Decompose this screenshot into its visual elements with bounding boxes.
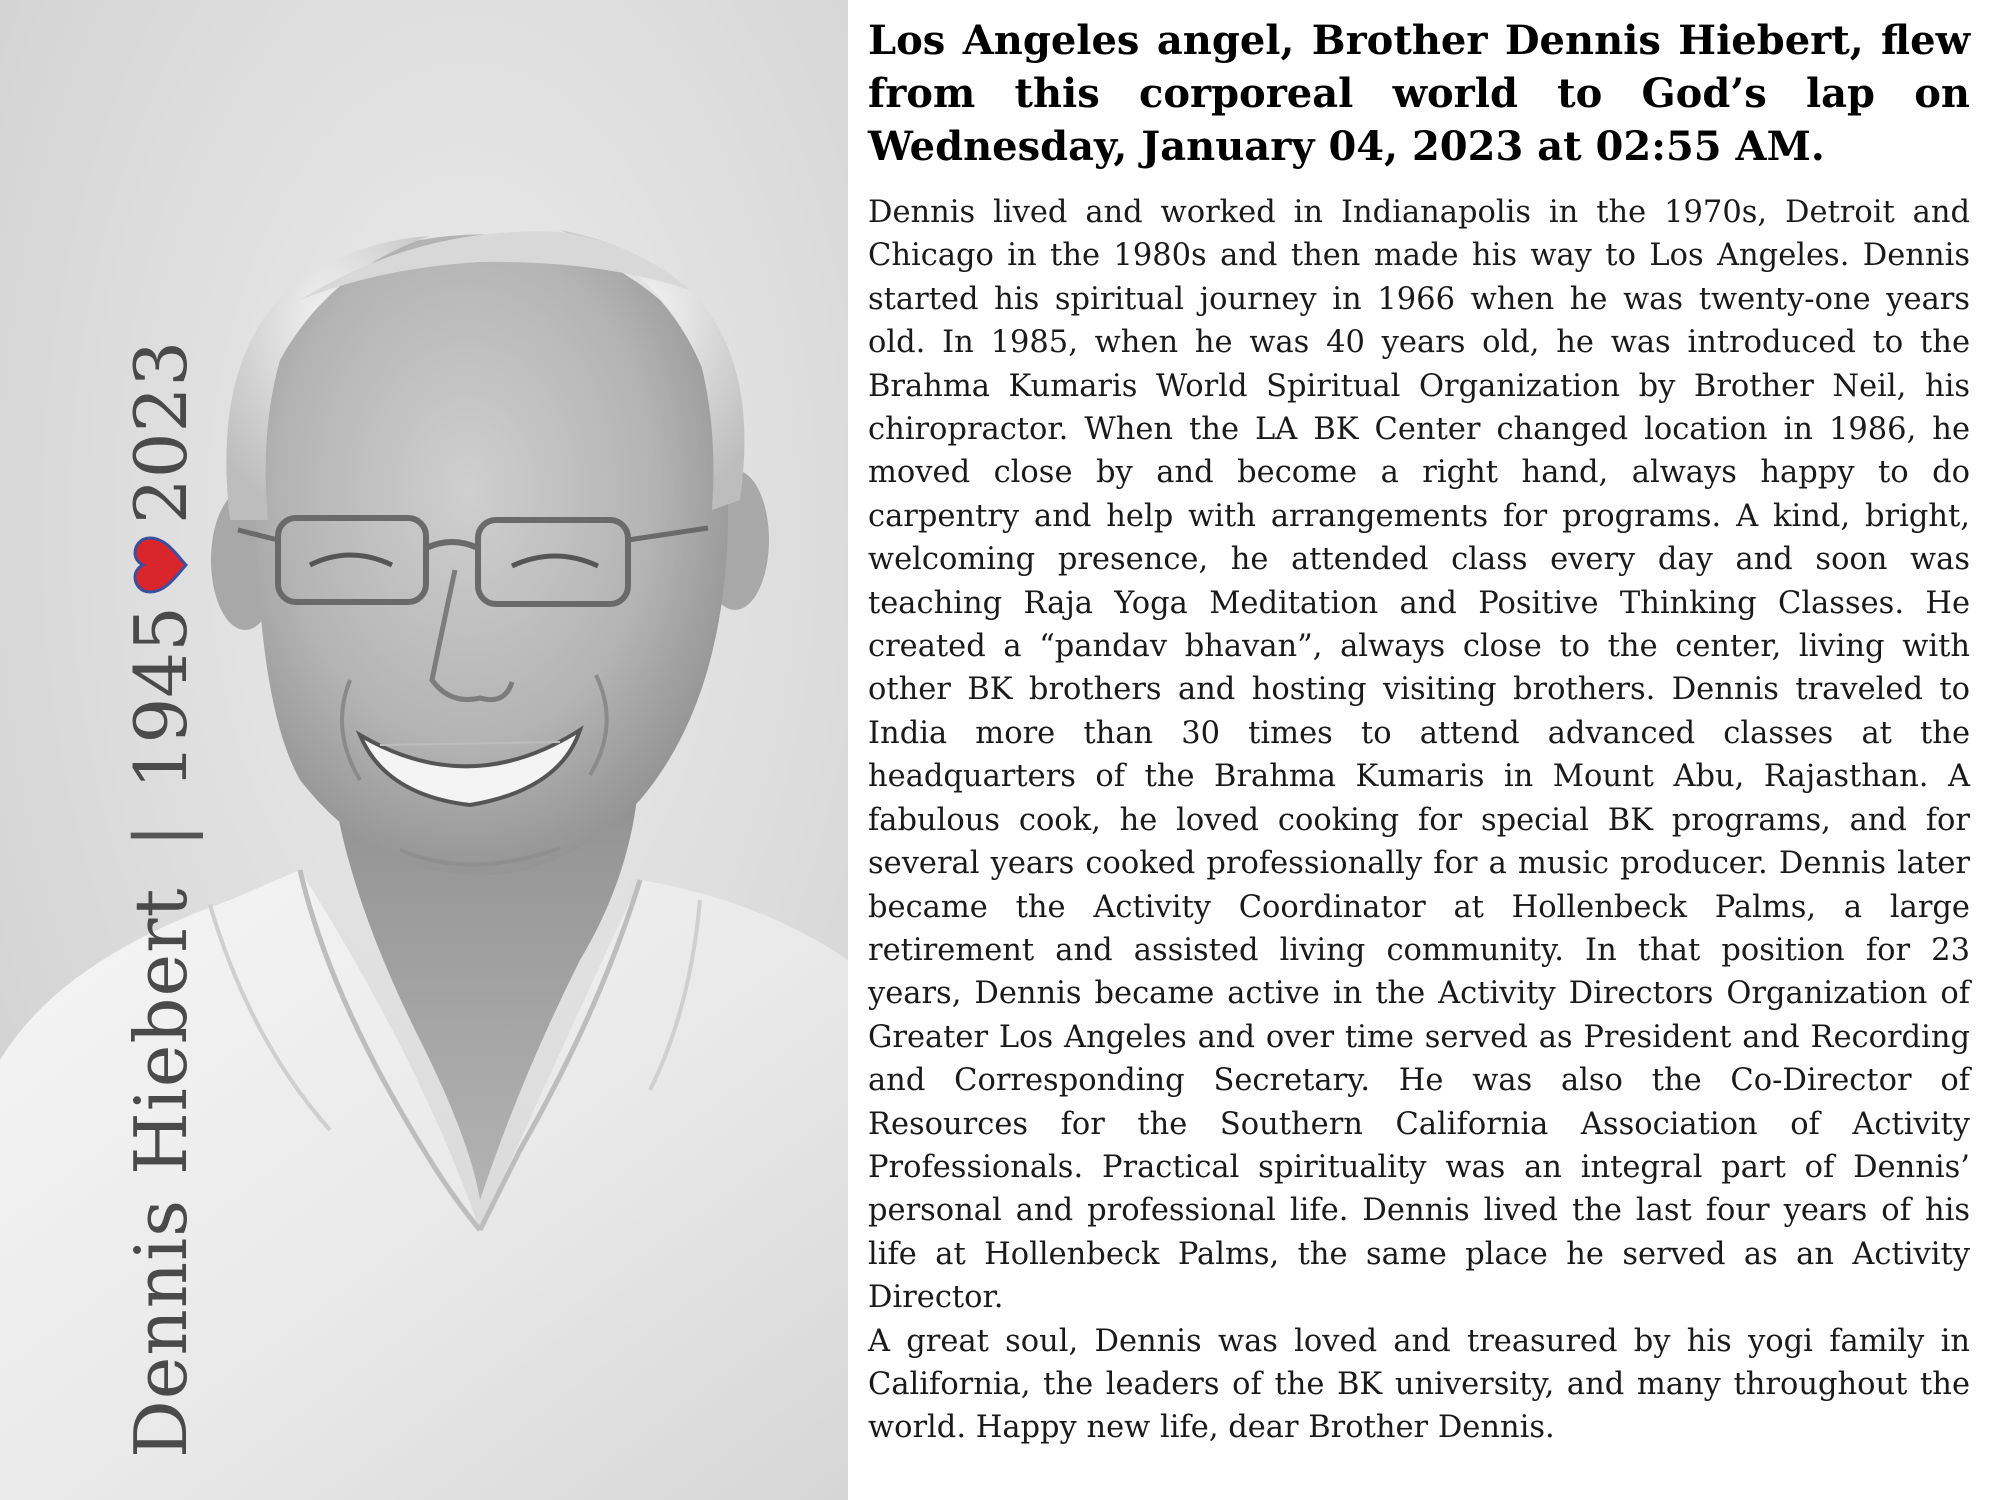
heart-icon (132, 534, 190, 596)
body-paragraph-2: A great soul, Dennis was loved and treasured by his yogi family in California, the leaders of the BK university, and many throughout the world. Happy new life, dear Brother Dennis. (868, 1323, 1970, 1446)
portrait-panel (0, 0, 848, 1500)
caption-separator: | (119, 823, 203, 848)
deceased-name: Dennis Hiebert (119, 887, 203, 1458)
body-paragraph-1: Dennis lived and worked in Indianapolis in the 1970s, Detroit and Chicago in the 1980s and then made his way to Los Angeles. Dennis started his spiritual journey in 1966 when he was twenty-one years old. In 1985, when he was 40 years old, he was introduced to the Brahma Kumaris World Spiritual Organization by Brother Neil, his chiropractor. When the LA BK Center changed location in 1986, he moved close by and become a right hand, always happy to do carpentry and help with arrangements for programs. A kind, bright, welcoming presence, he attended class every day and soon was teaching Raja Yoga Meditation and Positive Thinking Classes. He created a “pandav bhavan”, always close to the center, living with other BK brothers and hosting visiting brothers. Dennis traveled to India more than 30 times to attend advanced classes at the headquarters of the Brahma Kumaris in Mount Abu, Rajasthan. A fabulous cook, he loved cooking for special BK programs, and for several years cooked professionally for a music producer. Dennis later became the Activity Coordinator at Hollenbeck Palms, a large retirement and assisted living community. In that position for 23 years, Dennis became active in the Activity Directors Organization of Greater Los Angeles and over time served as President and Recording and Corresponding Secretary. He was also the Co-Director of Resources for the Southern California Association of Activity Professionals. Practical spirituality was an integral part of Dennis’ personal and professional life. Dennis lived the last four years of his life at Hollenbeck Palms, the same place he served as an Activity Director. (868, 195, 1970, 1316)
birth-year: 1945 (119, 606, 203, 790)
headline: Los Angeles angel, Brother Dennis Hiebert, flew from this corporeal world to God’s lap on Wednesday, January 04, 2023 at 02:55 AM. (868, 17, 1970, 170)
death-year: 2023 (119, 340, 203, 525)
name-and-years-caption (119, 340, 203, 1458)
obituary-text (868, 14, 1970, 1450)
